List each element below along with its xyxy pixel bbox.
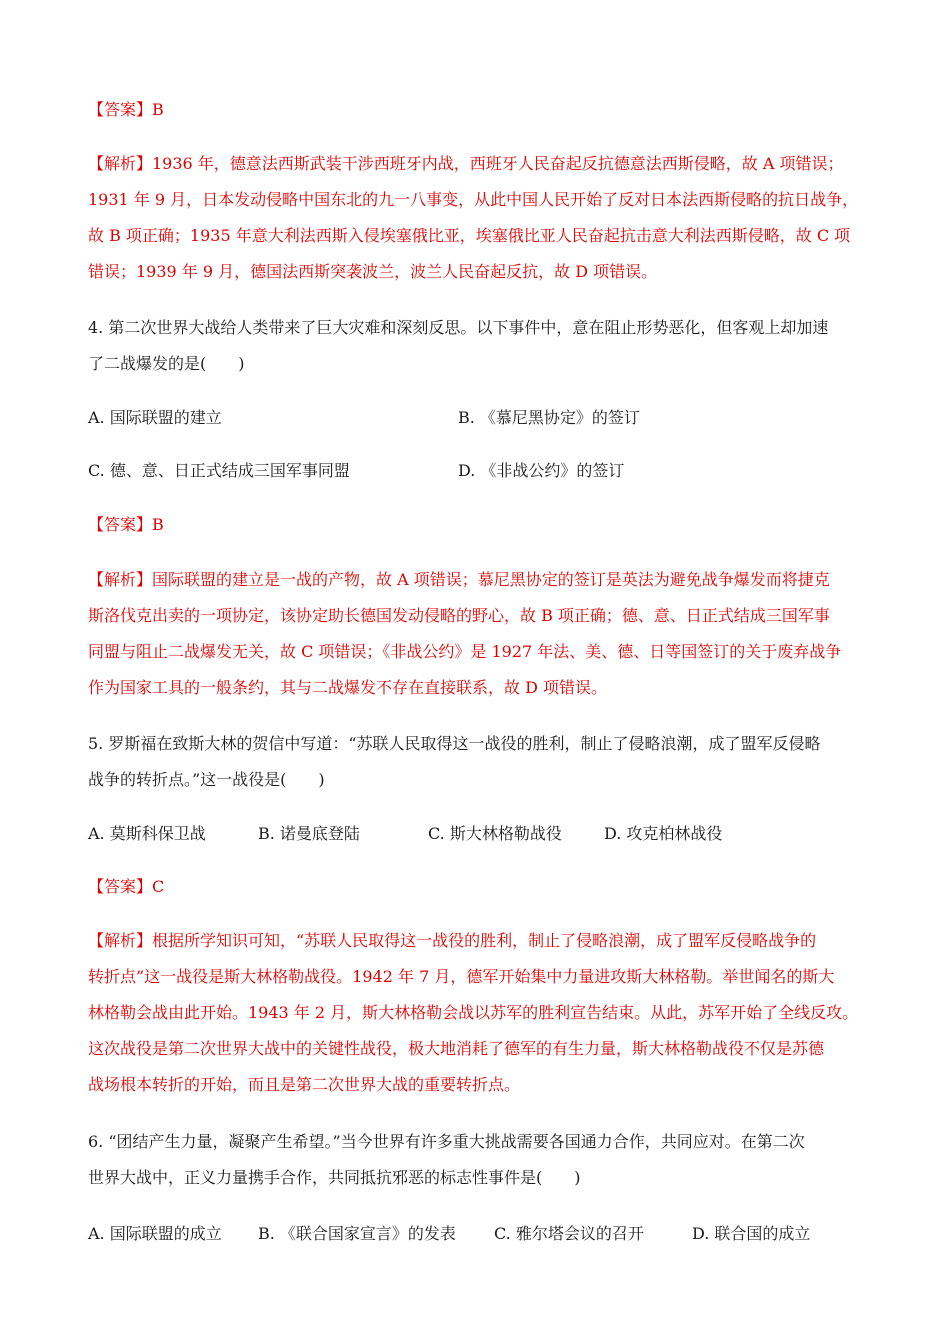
analysis-line: 故 B 项正确；1935 年意大利法西斯入侵埃塞俄比亚，埃塞俄比亚人民奋起抗击意大利法西斯侵略，故 C 项: [88, 226, 851, 245]
analysis-line: 转折点”这一战役是斯大林格勒战役。1942 年 7 月，德军开始集中力量进攻斯大林格勒。举世闻名的斯大: [88, 967, 835, 986]
q5-option-b: B. 诺曼底登陆: [258, 824, 360, 843]
q6-option-a: A. 国际联盟的成立: [88, 1224, 222, 1243]
analysis-line: 【解析】根据所学知识可知，“苏联人民取得这一战役的胜利，制止了侵略浪潮，成了盟军反侵略战争的: [88, 931, 817, 950]
q5-option-d: D. 攻克柏林战役: [604, 824, 723, 843]
analysis-line: 斯洛伐克出卖的一项协定，该协定助长德国发动侵略的野心，故 B 项正确；德、意、日正式结成三国军事: [88, 606, 830, 625]
q4-option-b: B. 《慕尼黑协定》的签订: [458, 408, 640, 427]
answer-label: 【答案】B: [88, 100, 164, 119]
q5-option-c: C. 斯大林格勒战役: [428, 824, 562, 843]
stem-line: 4. 第二次世界大战给人类带来了巨大灾难和深刻反思。以下事件中，意在阻止形势恶化，但客观上却加速: [88, 318, 829, 337]
stem-line: 5. 罗斯福在致斯大林的贺信中写道：“苏联人民取得这一战役的胜利，制止了侵略浪潮，成了盟军反侵略: [88, 734, 821, 753]
q6-option-b: B. 《联合国家宣言》的发表: [258, 1224, 456, 1243]
stem-line: 了二战爆发的是( ): [88, 354, 245, 373]
analysis-line: 错误；1939 年 9 月，德国法西斯突袭波兰，波兰人民奋起反抗，故 D 项错误。: [88, 262, 658, 281]
analysis-line: 1931 年 9 月，日本发动侵略中国东北的九一八事变，从此中国人民开始了反对日本法西斯侵略的抗日战争，: [88, 190, 859, 209]
q4-option-d: D. 《非战公约》的签订: [458, 461, 625, 480]
prev-analysis: [88, 146, 863, 290]
stem-line: 世界大战中，正义力量携手合作，共同抵抗邪恶的标志性事件是( ): [88, 1168, 581, 1187]
q4-option-c: C. 德、意、日正式结成三国军事同盟: [88, 461, 350, 480]
answer-label: 【答案】C: [88, 877, 165, 896]
q4-analysis: [88, 562, 863, 706]
q5-answer: [88, 869, 863, 905]
analysis-line: 作为国家工具的一般条约，其与二战爆发不存在直接联系，故 D 项错误。: [88, 678, 608, 697]
analysis-line: 这次战役是第二次世界大战中的关键性战役，极大地消耗了德军的有生力量，斯大林格勒战役不仅是苏德: [88, 1039, 825, 1058]
q5-analysis: [88, 923, 863, 1103]
q6-option-d: D. 联合国的成立: [692, 1224, 811, 1243]
question-5-stem: [88, 726, 863, 798]
q6-option-c: C. 雅尔塔会议的召开: [494, 1224, 644, 1243]
question-6-stem: [88, 1124, 863, 1196]
answer-label: 【答案】B: [88, 515, 164, 534]
analysis-line: 战场根本转折的开始，而且是第二次世界大战的重要转折点。: [88, 1075, 521, 1094]
analysis-line: 【解析】国际联盟的建立是一战的产物，故 A 项错误；慕尼黑协定的签订是英法为避免战争爆发而将捷克: [88, 570, 830, 589]
q5-option-a: A. 莫斯科保卫战: [88, 824, 206, 843]
stem-line: 战争的转折点。”这一战役是( ): [88, 770, 325, 789]
analysis-line: 同盟与阻止二战爆发无关，故 C 项错误；《非战公约》是 1927 年法、美、德、日等国签订的关于废弃战争: [88, 642, 842, 661]
prev-answer: [88, 92, 863, 128]
q4-option-a: A. 国际联盟的建立: [88, 408, 222, 427]
q4-answer: [88, 507, 863, 543]
analysis-line: 林格勒会战由此开始。1943 年 2 月，斯大林格勒会战以苏军的胜利宣告结束。从此，苏军开始了全线反攻。: [88, 1003, 859, 1022]
question-4-stem: [88, 310, 863, 382]
analysis-line: 【解析】1936 年，德意法西斯武装干涉西班牙内战，西班牙人民奋起反抗德意法西斯侵略，故 A 项错误；: [88, 154, 844, 173]
stem-line: 6. “团结产生力量，凝聚产生希望。”当今世界有许多重大挑战需要各国通力合作，共同应对。在第二次: [88, 1132, 805, 1151]
